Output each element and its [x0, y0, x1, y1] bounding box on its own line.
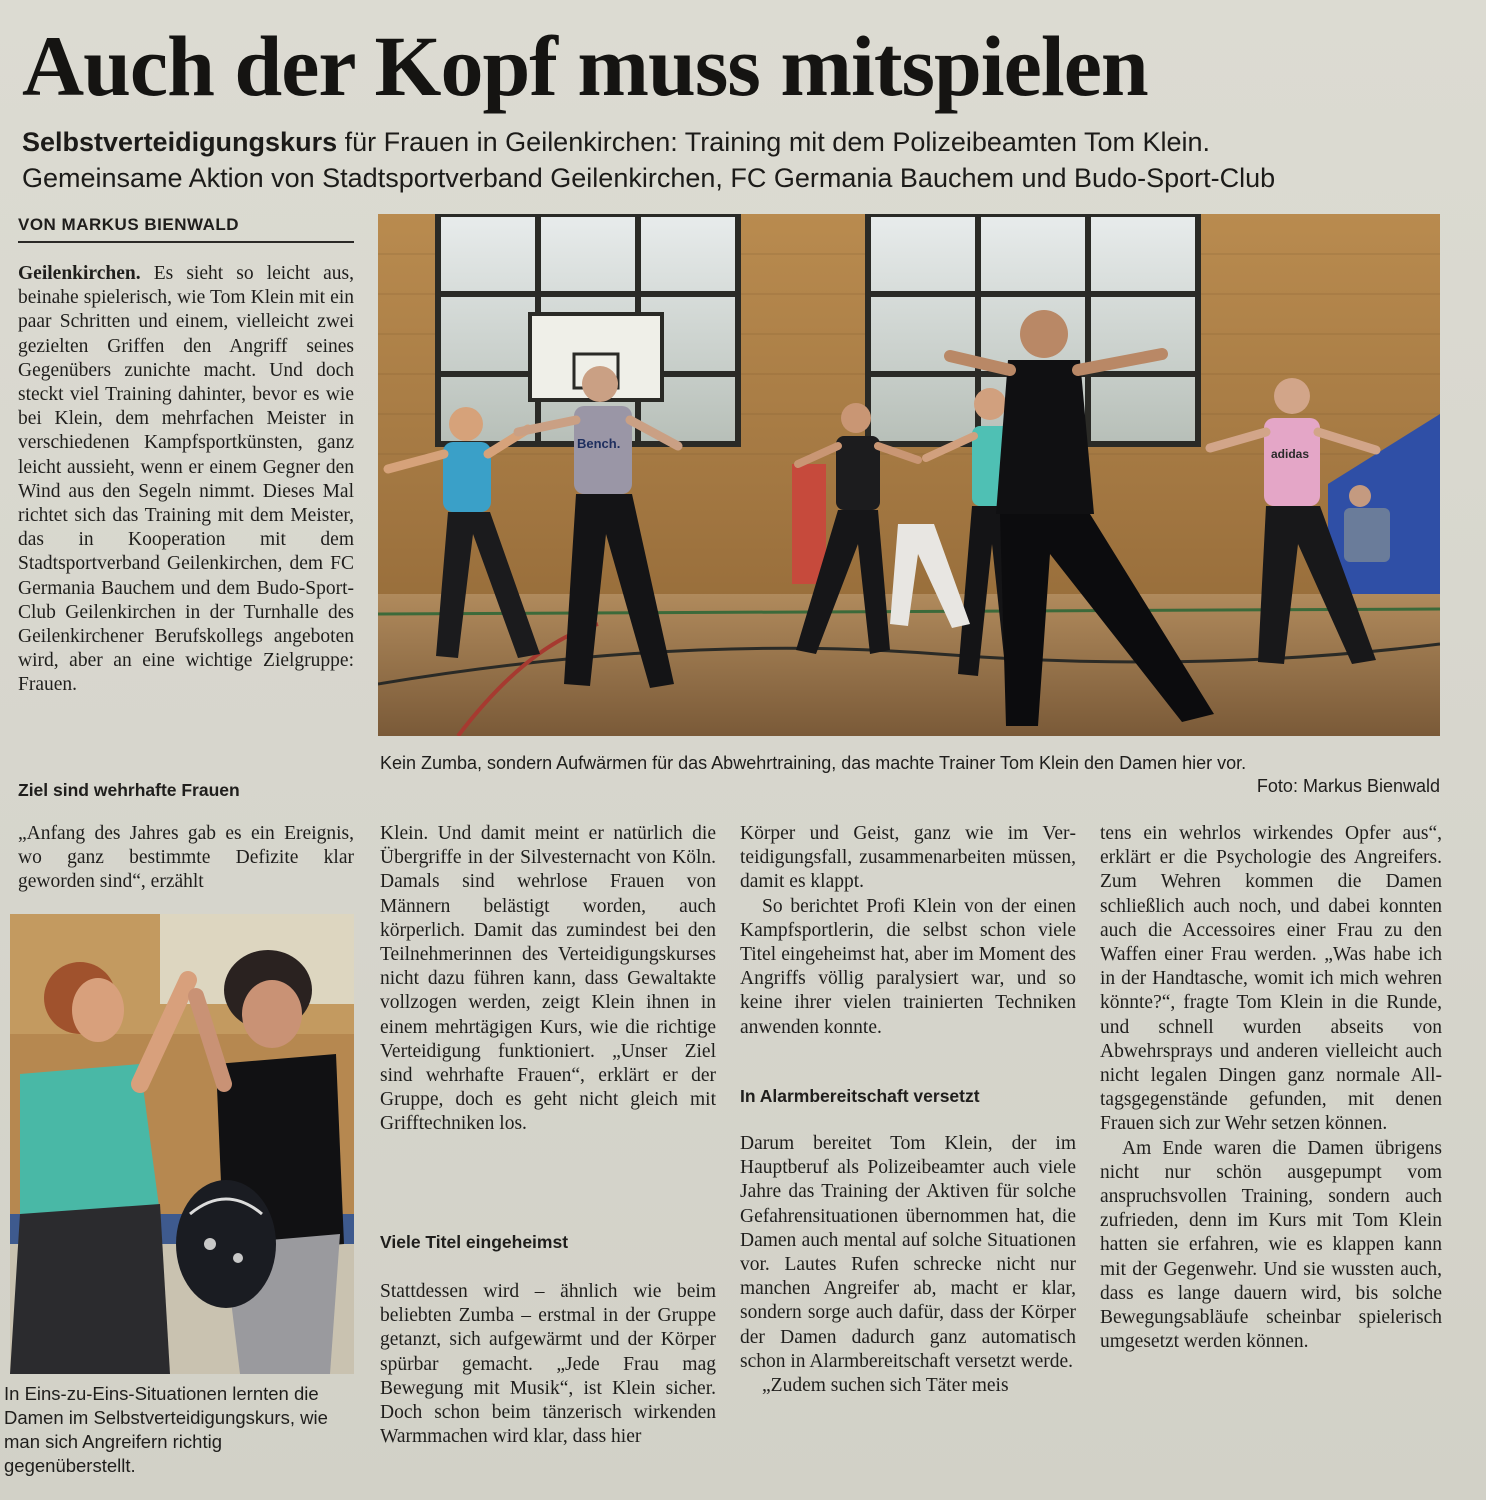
- column-3-paragraph-3: Darum bereitet Tom Klein, der im Hauptberuf als Polizeibeamter auch viele Jahre das Training der Aktiven für solche Gefahrensituationen übernommen hat, die Damen auch mental auf solche Situationen vor. Lautes Rufen schrecke nicht nur manchen Angreifer ab, macht er klar, sondern sorge auch dafür, dass der Körper der Damen dadurch ganz automatisch schon in Alarmbereitschaft versetzt werde.: [740, 1133, 1076, 1372]
- column-2-paragraph-1: Klein. Und damit meint er natürlich die Übergriffe in der Silvesternacht von Köln. Damals sind wehrlose Frauen von Männern belästigt worden, auch körperlich. Damit das zumindest bei den Teilnehmerinnen des Verteidigungskurses nicht dazu führen kann, dass Gewaltakte vollzogen werden, zeigt Klein ihnen in einem mehrtägigen Kurs, wie die richtige Verteidigung funktioniert. „Unser Ziel sind wehrhafte Frauen“, erklärt er der Gruppe, doch es geht nicht gleich mit Grifftechniken los.: [380, 823, 716, 1135]
- column-1-lower: [18, 822, 354, 895]
- subhead-titel: Viele Titel eingeheimst: [380, 1232, 569, 1252]
- column-4: [1100, 822, 1442, 1354]
- subhead-ziel: Ziel sind wehrhafte Frauen: [18, 780, 240, 800]
- column-1-paragraph-1: Geilenkirchen. Es sieht so leicht aus, beinahe spielerisch, wie Tom Klein mit ein paar Schritten und einem, vielleicht zwei gezielten Griffen den Angriff seines Gegenübers zunichte macht. Und doch steckt viel Training dahinter, bevor es wie bei Klein, dem mehrfachen Meister in verschiedenen Kampfsportkünsten, ganz leicht aussieht, wenn er einem Gegner den Wind aus den Segeln nimmt. Dieses Mal richtet sich das Training mit dem Meister, das in Kooperation mit dem Stadtsportverband Geilenkirchen, dem FC Germania Bauchem und dem Budo-Sport-Club Geilenkirchen in der Turnhalle des Geilenkirchener Berufskollegs angeboten wird, aber an eine wichtige Zielgruppe: Frauen.: [18, 263, 354, 696]
- column-3-paragraph-2: So berichtet Profi Klein von der einen Kampfsportlerin, die selbst schon viele Titel eingeheimst hat, aber im Moment des Angriffs völlig paralysiert war, und so keine ihrer vielen trainierten Techniken anwenden konnte.: [740, 895, 1076, 1038]
- column-2: [380, 822, 716, 1137]
- column-3-paragraph-4: „Zudem suchen sich Täter meis: [762, 1375, 1009, 1397]
- subline-1: [22, 124, 1210, 160]
- main-photo-credit: Foto: Markus Bienwald: [1256, 776, 1440, 796]
- column-1-paragraph-2: „Anfang des Jahres gab es ein Ereignis, wo ganz bestimmte Defizite klar geworden sind“, erzählt: [18, 823, 354, 893]
- column-2-paragraph-2: Stattdessen wird – ähnlich wie beim beliebten Zumba – erstmal in der Gruppe getanzt, sich aufgewärmt und der Körper spürbar gemacht. „Jede Frau mag Bewegung mit Musik“, ist Klein sicher. Doch schon beim tänzerisch wirkenden Warmmachen wird klar, dass hier: [380, 1281, 716, 1448]
- column-3: [740, 822, 1076, 1040]
- column-2-lower: [380, 1280, 716, 1449]
- main-photo: [378, 214, 1440, 736]
- column-4-paragraph-1: tens ein wehrlos wirkendes Opfer aus“, erklärt er die Psychologie des Angreifers. Zum Wehren kommen die Damen schließlich auch noch, und dabei konnten auch die Accessoires einer Frau zu den Waffen einer Frau werden. „Was habe ich in der Handtasche, womit ich mich wehren könnte?“, fragte Tom Klein in die Runde, und schnell wurden abseits von Abwehrsprays und anderen vielleicht auch nicht legalen Dingen ganz normale Alltagsgegenstände gefunden, mit denen Frauen sich zur Wehr setzen können.: [1100, 823, 1442, 1135]
- subline-1-bold: Selbstverteidigungskurs: [22, 127, 338, 157]
- headline: Auch der Kopf muss mitspielen: [22, 18, 1148, 114]
- dateline: Geilenkirchen.: [18, 263, 141, 284]
- byline: VON MARKUS BIENWALD: [18, 215, 354, 243]
- column-3-lower: [740, 1132, 1076, 1398]
- bench-shirt-print: Bench.: [577, 436, 621, 451]
- main-photo-caption: Kein Zumba, sondern Aufwärmen für das Abwehrtraining, das machte Trainer Tom Klein den Damen hier vor.: [380, 753, 1247, 773]
- subline-1-rest: für Frauen in Geilenkirchen: Training mit dem Polizeibeamten Tom Klein.: [337, 127, 1211, 157]
- column-4-paragraph-2: Am Ende waren die Damen übrigens nicht nur schön ausgepumpt vom anspruchsvollen Training, sondern auch zufrieden, denn im Kurs mit Tom Klein hatten sie erfahren, wie es klappen kann mit der Gegenwehr. Und sie wussten auch, dass es lange dauern wird, bis solche Bewegungsabläufe scheinbar spielerisch umgesetzt werden können.: [1100, 1137, 1442, 1353]
- adidas-shirt-print: adidas: [1271, 447, 1310, 461]
- subhead-alarm: In Alarmbereitschaft versetzt: [740, 1086, 980, 1106]
- column-1: [18, 262, 354, 698]
- small-photo: [10, 914, 354, 1374]
- column-3-paragraph-1: Körper und Geist, ganz wie im Verteidigungsfall, zusammenarbeiten müssen, damit es klappt.: [740, 823, 1076, 893]
- small-photo-caption: In Eins-zu-Eins-Situationen lernten die Damen im Selbstverteidigungskurs, wie man sich Angreifern richtig gegenüberstellt.: [4, 1383, 328, 1476]
- subline-2: Gemeinsame Aktion von Stadtsportverband Geilenkirchen, FC Germania Bauchem und Budo-Sport-Club: [22, 163, 1276, 193]
